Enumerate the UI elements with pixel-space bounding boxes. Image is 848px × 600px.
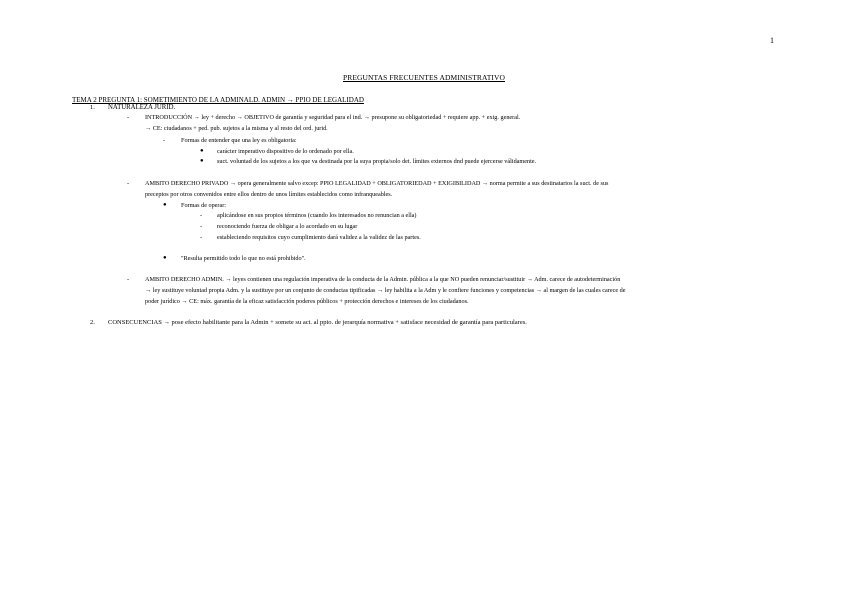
dash-marker: - (200, 212, 203, 219)
excep-item-3: estableciendo requisitos cuyo cumplimiento dará validez a la validez de las partes. (217, 234, 421, 241)
excep-item-2: reconociendo fuerza de obligar a lo acordado en su lugar (217, 223, 358, 230)
admin-line-3: poder jurídico → CE: máx. garantía de la eficaz satisfacción poderes públicos + protección derechos e intereses de los ciudadanos. (145, 298, 469, 305)
excep-intro: Formas de operar: (181, 202, 227, 209)
bullet-marker: ● (200, 158, 204, 164)
section-1-heading: NATURALEZA JURID. (108, 104, 176, 111)
admin-line-1: AMBITO DERECHO ADMIN. → leyes contienen una regulación imperativa de la conducta de la Admin. pública a la que NO pueden renunciar/sustituir → Adm. carece de autodeterminación (145, 276, 621, 283)
page-number: 1 (770, 36, 774, 45)
dash-marker: - (127, 114, 130, 121)
quote-line: "Resulta permitido todo lo que no está prohibido". (181, 255, 306, 262)
admin-line-2: → ley sustituye voluntad propia Adm. y la sustituye por un conjunto de conductas tipificadas → ley habilita a la Adm y le confiere funciones y competencias → al margen de las cuales carece de (145, 287, 626, 294)
privado-line-1: AMBITO DERECHO PRIVADO → opera generalmente salvo excep: PPIO LEGALIDAD + OBLIGATORIEDAD + EXIGIBILIDAD → norma permite a sus destinatarios la suct. de sus (145, 180, 609, 187)
bullet-marker: ● (200, 148, 204, 154)
intro-line-2: → CE: ciudadanos + ped. pub. sujetos a la misma y al resto del ord. jurid. (145, 125, 328, 132)
dash-marker: - (127, 180, 130, 187)
dash-marker: - (163, 137, 166, 144)
document-subtitle: TEMA 2 PREGUNTA 1: SOMETIMIENTO DE LA ADMINALD. ADMIN → PPIO DE LEGALIDAD (72, 96, 364, 104)
document-title: PREGUNTAS FRECUENTES ADMINISTRATIVO (342, 73, 506, 82)
section-2-text: CONSECUENCIAS → pose efecto habilitante para la Admin + somete su act. al ppio. de jerarquía normativa + satisface necesidad de garantía para particulares. (108, 319, 527, 326)
formas-item-1: carácter imperativo dispositivo de lo ordenado por ella. (217, 148, 354, 155)
bullet-marker: ● (163, 255, 167, 261)
formas-item-2: suct. voluntad de los sujetos a los que va destinada por la suya propia/solo det. límites externos dnd puede ejercerse válidamente. (217, 158, 537, 165)
privado-line-2: preceptos por otros convenidos entre ellos dentro de unos límites establecidos como infranqueables. (145, 191, 393, 198)
formas-intro: Formas de entender que una ley es obligatoria: (181, 137, 297, 144)
dash-marker: - (200, 223, 203, 230)
dash-marker: - (200, 234, 203, 241)
excep-item-1: aplicándose en sus propios términos (cuando los interesados no renuncian a ella) (217, 212, 417, 219)
dash-marker: - (127, 276, 130, 283)
intro-line-1: INTRODUCCIÓN → ley + derecho → OBJETIVO de garantía y seguridad para el ind. → presupone su obligatoriedad + requiere app. + exig. general. (145, 114, 521, 121)
section-2-number: 2. (90, 319, 95, 326)
section-1-number: 1. (90, 104, 95, 111)
bullet-marker: ● (163, 202, 167, 208)
